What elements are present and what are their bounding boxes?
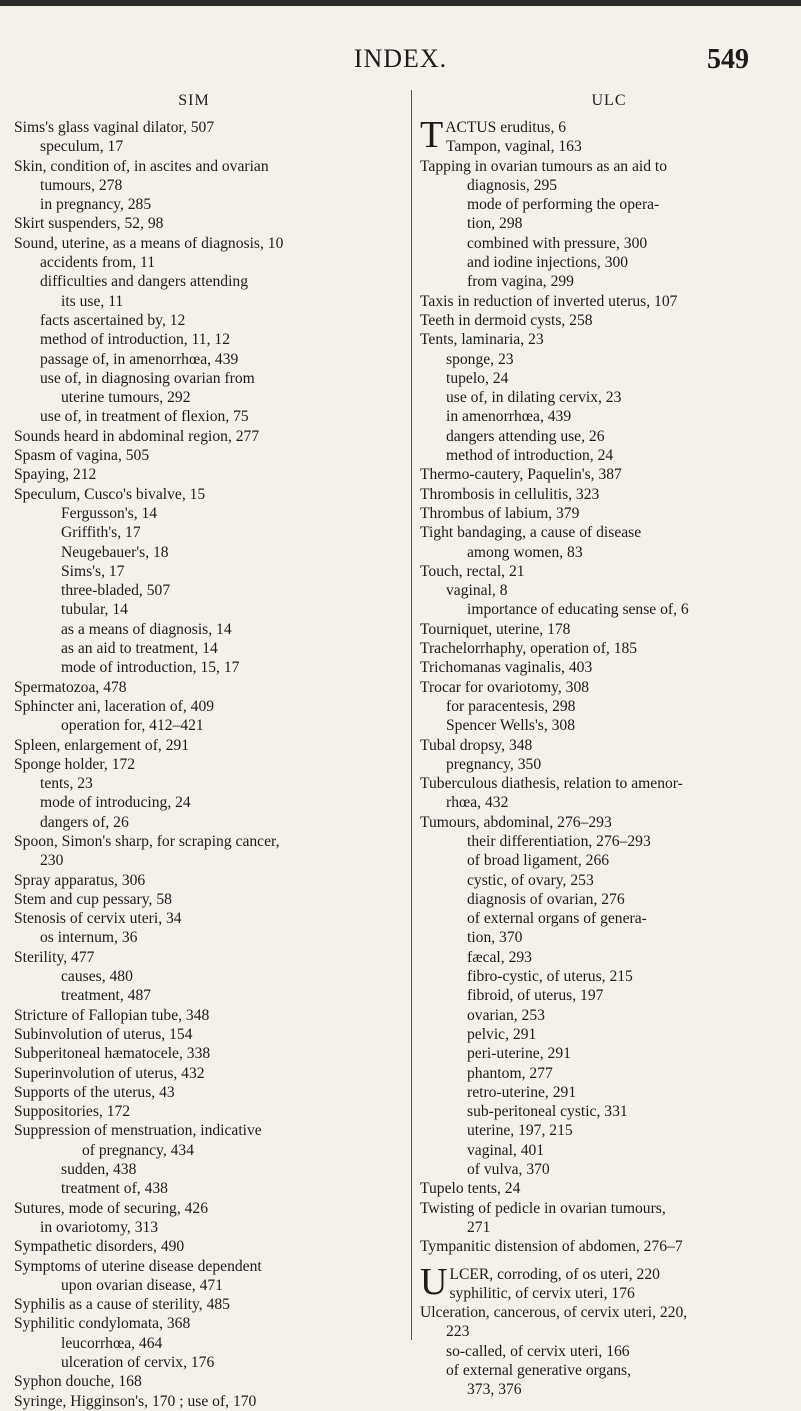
index-entry — [420, 716, 798, 735]
index-entry — [14, 562, 374, 581]
index-entry-text: Syphilitic condylomata, 368 — [14, 1315, 191, 1333]
index-entry-text: tion, 370 — [467, 929, 523, 947]
index-entry — [420, 1179, 798, 1198]
index-entry-text: sponge, 23 — [446, 350, 514, 368]
index-entry — [420, 1380, 798, 1399]
index-entry — [420, 1257, 798, 1265]
index-entry-text: 230 — [40, 852, 64, 870]
index-entry — [420, 562, 798, 581]
index-entry-text: tion, 298 — [467, 215, 523, 233]
index-entry-text: Stenosis of cervix uteri, 34 — [14, 910, 182, 928]
index-entry-text: Sponge holder, 172 — [14, 755, 136, 773]
index-entry — [14, 1064, 374, 1083]
index-entry — [420, 1121, 798, 1140]
index-entry — [14, 195, 374, 214]
index-entry — [420, 195, 798, 214]
index-entry-text: for paracentesis, 298 — [446, 697, 576, 715]
index-entry-text: Tourniquet, uterine, 178 — [420, 620, 571, 638]
index-entry-text: syphilitic, of cervix uteri, 176 — [449, 1284, 635, 1302]
index-entry-text: so-called, of cervix uteri, 166 — [446, 1342, 630, 1360]
index-entry — [14, 272, 374, 291]
index-entry-text: Thrombus of labium, 379 — [420, 504, 580, 522]
index-entry-text: Tuberculous diathesis, relation to amenor- — [420, 775, 683, 793]
index-entry — [420, 292, 798, 311]
index-entry-text: Subperitoneal hæmatocele, 338 — [14, 1045, 211, 1063]
index-entry — [420, 948, 798, 967]
index-entry — [420, 137, 798, 156]
right-index-entries — [420, 114, 798, 1400]
index-entry — [14, 350, 374, 369]
index-entry-text: of external generative organs, — [446, 1362, 632, 1379]
index-entry — [420, 909, 798, 928]
index-entry-text: tubular, 14 — [61, 601, 128, 619]
index-entry — [420, 311, 798, 330]
index-entry-text: Tapping in ovarian tumours as an aid to — [420, 157, 668, 175]
index-entry — [14, 407, 374, 426]
index-entry-text: Symptoms of uterine disease dependent — [14, 1257, 262, 1275]
top-rule — [0, 0, 801, 6]
index-entry — [14, 620, 374, 639]
index-entry-text: ovarian, 253 — [467, 1006, 545, 1024]
index-entry — [14, 1121, 374, 1140]
index-entry-text: combined with pressure, 300 — [467, 234, 648, 252]
index-entry-text: three-bladed, 507 — [61, 582, 171, 600]
index-entry-text: Spleen, enlargement of, 291 — [14, 736, 190, 754]
index-entry-text: vaginal, 8 — [446, 582, 508, 600]
drop-cap-letter: T — [420, 114, 444, 156]
index-entry-text: Spoon, Simon's sharp, for scraping cancer, — [14, 832, 280, 850]
index-entry — [420, 234, 798, 253]
index-entry-text: tumours, 278 — [40, 176, 123, 194]
index-entry-text: fibroid, of uterus, 197 — [467, 987, 604, 1005]
index-entry — [14, 1199, 374, 1218]
index-entry-text: of pregnancy, 434 — [82, 1141, 195, 1159]
index-entry-text: retro-uterine, 291 — [467, 1083, 577, 1101]
index-entry — [14, 1276, 374, 1295]
index-entry-text: uterine, 197, 215 — [467, 1122, 573, 1140]
index-entry-text: Tight bandaging, a cause of disease — [420, 524, 642, 542]
index-entry — [14, 1006, 374, 1025]
index-entry — [14, 928, 374, 947]
index-entry-text: fæcal, 293 — [467, 948, 532, 966]
index-entry — [420, 157, 798, 176]
index-entry-text: Taxis in reduction of inverted uterus, 107 — [420, 292, 678, 310]
index-entry — [420, 1284, 798, 1303]
index-entry-text: mode of introducing, 24 — [40, 794, 191, 812]
index-entry-text: Supports of the uterus, 43 — [14, 1083, 175, 1101]
index-entry — [14, 678, 374, 697]
index-entry — [14, 639, 374, 658]
index-entry — [420, 465, 798, 484]
index-entry-text: Speculum, Cusco's bivalve, 15 — [14, 485, 206, 503]
index-entry — [420, 1102, 798, 1121]
index-entry-text: ulceration of cervix, 176 — [61, 1354, 215, 1371]
index-entry — [420, 1064, 798, 1083]
index-entry — [420, 813, 798, 832]
index-entry-text: from vagina, 299 — [467, 273, 574, 291]
index-entry — [14, 1083, 374, 1102]
index-entry — [14, 485, 374, 504]
index-entry — [420, 330, 798, 349]
index-entry-text: tents, 23 — [40, 775, 93, 793]
column-divider — [411, 90, 412, 1340]
index-entry-text: LCER, corroding, of os uteri, 220 — [449, 1265, 660, 1283]
index-entry — [14, 1353, 374, 1372]
index-entry-text: cystic, of ovary, 253 — [467, 871, 594, 889]
left-index-entries — [14, 118, 374, 1411]
index-entry — [14, 600, 374, 619]
index-entry — [420, 272, 798, 291]
index-entry — [420, 774, 798, 793]
index-entry — [14, 1102, 374, 1121]
index-entry-text: Sphincter ani, laceration of, 409 — [14, 697, 215, 715]
index-entry-text: uterine tumours, 292 — [61, 389, 191, 407]
index-entry — [420, 890, 798, 909]
right-guide-word: ULC — [591, 92, 627, 109]
index-entry-text: Suppositories, 172 — [14, 1103, 131, 1121]
index-entry-text: mode of introduction, 15, 17 — [61, 659, 240, 677]
index-entry — [420, 600, 798, 619]
index-entry-text: Syphilis as a cause of sterility, 485 — [14, 1296, 230, 1314]
index-entry-text: vaginal, 401 — [467, 1141, 545, 1159]
index-entry — [420, 407, 798, 426]
index-entry — [14, 234, 374, 253]
index-entry-text: 223 — [446, 1323, 470, 1341]
index-entry — [14, 523, 374, 542]
index-entry-text: peri-uterine, 291 — [467, 1045, 571, 1063]
index-entry — [420, 1322, 798, 1341]
index-entry-text: causes, 480 — [61, 968, 133, 986]
index-entry-text: Sympathetic disorders, 490 — [14, 1238, 185, 1256]
index-entry — [420, 523, 798, 542]
index-entry — [14, 504, 374, 523]
index-entry-text: sub-peritoneal cystic, 331 — [467, 1103, 628, 1121]
index-entry — [420, 639, 798, 658]
index-entry-text: Stricture of Fallopian tube, 348 — [14, 1006, 210, 1024]
index-entry-text: Skin, condition of, in ascites and ovarian — [14, 157, 269, 175]
index-entry-text: Suppression of menstruation, indicative — [14, 1122, 262, 1140]
index-entry-text: as an aid to treatment, 14 — [61, 640, 218, 658]
index-entry — [14, 157, 374, 176]
index-entry-text: mode of performing the opera- — [467, 196, 660, 214]
index-entry-text: Trocar for ovariotomy, 308 — [420, 678, 590, 696]
index-entry — [420, 1342, 798, 1361]
index-entry-text: of external organs of genera- — [467, 910, 647, 928]
index-entry — [420, 755, 798, 774]
index-entry — [14, 697, 374, 716]
index-entry — [14, 543, 374, 562]
index-entry — [14, 176, 374, 195]
index-entry — [420, 214, 798, 233]
index-entry-text: Tumours, abdominal, 276–293 — [420, 813, 612, 831]
index-entry — [14, 1392, 374, 1411]
index-entry — [14, 253, 374, 272]
index-entry-text: their differentiation, 276–293 — [467, 832, 651, 850]
index-entry-text: in amenorrhœa, 439 — [446, 408, 572, 426]
index-entry-text: ACTUS eruditus, 6 — [445, 119, 567, 136]
index-entry-text: Tampon, vaginal, 163 — [446, 138, 582, 156]
index-entry-text: and iodine injections, 300 — [467, 254, 629, 272]
index-entry-text: diagnosis, 295 — [467, 176, 558, 194]
index-entry-text: Trichomanas vaginalis, 403 — [420, 659, 593, 677]
index-entry-text: Tents, laminaria, 23 — [420, 331, 544, 349]
index-entry — [14, 1141, 374, 1160]
index-entry — [14, 465, 374, 484]
index-entry-text: Sutures, mode of securing, 426 — [14, 1199, 209, 1217]
index-entry-text: Tupelo tents, 24 — [420, 1180, 521, 1198]
index-entry — [14, 1218, 374, 1237]
index-entry — [14, 658, 374, 677]
index-entry-text: Griffith's, 17 — [61, 524, 141, 542]
index-entry — [14, 1334, 374, 1353]
index-entry — [420, 1083, 798, 1102]
index-entry-text: operation for, 412–421 — [61, 717, 204, 735]
index-entry — [14, 330, 374, 349]
index-entry-text: Spray apparatus, 306 — [14, 871, 146, 889]
index-entry — [14, 1314, 374, 1333]
index-entry — [420, 658, 798, 677]
index-entry — [420, 967, 798, 986]
index-entry-text: importance of educating sense of, 6 — [467, 601, 689, 619]
index-entry-text: Sims's glass vaginal dilator, 507 — [14, 119, 215, 136]
left-column — [14, 90, 374, 1411]
index-entry — [14, 948, 374, 967]
index-entry-text: phantom, 277 — [467, 1064, 553, 1082]
index-entry — [420, 736, 798, 755]
index-entry — [14, 118, 374, 137]
left-guide-word: SIM — [178, 92, 210, 109]
index-entry — [420, 620, 798, 639]
index-entry — [420, 176, 798, 195]
index-entry — [420, 1303, 798, 1322]
index-entry — [420, 928, 798, 947]
index-entry-text: Stem and cup pessary, 58 — [14, 890, 172, 908]
index-entry — [420, 253, 798, 272]
index-entry-text: pregnancy, 350 — [446, 755, 542, 773]
index-entry-text: rhœa, 432 — [446, 794, 509, 812]
index-entry-text: Spaying, 212 — [14, 466, 97, 484]
index-entry-text: Skirt suspenders, 52, 98 — [14, 215, 164, 233]
index-entry — [14, 774, 374, 793]
index-entry — [420, 1025, 798, 1044]
index-entry-text: Neugebauer's, 18 — [61, 543, 169, 561]
index-entry-text: leucorrhœa, 464 — [61, 1334, 163, 1352]
index-entry — [14, 311, 374, 330]
index-entry-text: in ovariotomy, 313 — [40, 1218, 159, 1236]
index-entry — [14, 890, 374, 909]
index-entry-text: treatment of, 438 — [61, 1180, 168, 1198]
index-entry-text: of vulva, 370 — [467, 1161, 550, 1179]
index-entry-text: Touch, rectal, 21 — [420, 562, 525, 580]
index-entry — [420, 350, 798, 369]
index-entry — [14, 813, 374, 832]
index-entry — [14, 137, 374, 156]
index-entry-text: its use, 11 — [61, 292, 124, 310]
index-entry-text: Trachelorrhaphy, operation of, 185 — [420, 640, 638, 658]
index-entry-text: use of, in dilating cervix, 23 — [446, 389, 622, 407]
index-entry-text: Tubal dropsy, 348 — [420, 736, 533, 754]
index-entry — [14, 1372, 374, 1391]
index-entry-text: Ulceration, cancerous, of cervix uteri, 220, — [420, 1304, 688, 1322]
index-entry-text: Thermo-cautery, Paquelin's, 387 — [420, 466, 622, 484]
index-entry — [420, 485, 798, 504]
index-entry — [14, 832, 374, 851]
index-entry — [420, 793, 798, 812]
index-entry — [14, 1295, 374, 1314]
index-entry — [14, 214, 374, 233]
index-entry — [14, 986, 374, 1005]
index-entry-text: Thrombosis in cellulitis, 323 — [420, 485, 600, 503]
index-entry — [14, 755, 374, 774]
index-entry — [420, 1006, 798, 1025]
index-entry-text: treatment, 487 — [61, 987, 152, 1005]
index-entry — [420, 1237, 798, 1256]
index-entry — [420, 871, 798, 890]
index-entry-text: dangers attending use, 26 — [446, 427, 605, 445]
index-entry — [14, 1160, 374, 1179]
index-entry — [14, 871, 374, 890]
index-entry-text: Teeth in dermoid cysts, 258 — [420, 311, 593, 329]
index-entry-text: Twisting of pedicle in ovarian tumours, — [420, 1199, 666, 1217]
index-entry-text: Spasm of vagina, 505 — [14, 447, 150, 465]
index-entry — [14, 1025, 374, 1044]
index-entry-text: method of introduction, 24 — [446, 447, 614, 465]
index-entry-text: of broad ligament, 266 — [467, 852, 610, 870]
index-entry-text: Syringe, Higginson's, 170 ; use of, 170 — [14, 1392, 257, 1410]
index-entry — [14, 369, 374, 388]
index-entry — [420, 427, 798, 446]
index-entry — [420, 1044, 798, 1063]
index-entry-text: fibro-cystic, of uterus, 215 — [467, 968, 633, 986]
index-entry — [14, 736, 374, 755]
index-entry-text: Sound, uterine, as a means of diagnosis, 10 — [14, 234, 284, 252]
index-entry-text: difficulties and dangers attending — [40, 273, 249, 291]
index-entry-text: Sterility, 477 — [14, 948, 95, 966]
index-entry — [14, 1257, 374, 1276]
drop-cap-letter: U — [420, 1260, 448, 1303]
index-entry — [420, 446, 798, 465]
index-entry — [420, 581, 798, 600]
index-entry — [420, 697, 798, 716]
index-entry-text: as a means of diagnosis, 14 — [61, 620, 232, 638]
index-entry-text: facts ascertained by, 12 — [40, 311, 186, 329]
index-entry-text: speculum, 17 — [40, 138, 124, 156]
index-entry — [420, 369, 798, 388]
index-entry-text: method of introduction, 11, 12 — [40, 331, 230, 349]
index-entry — [420, 1199, 798, 1218]
index-entry-text: upon ovarian disease, 471 — [61, 1276, 223, 1294]
index-entry — [14, 909, 374, 928]
index-entry-text: Spencer Wells's, 308 — [446, 717, 576, 735]
index-entry-text: use of, in diagnosing ovarian from — [40, 369, 255, 387]
index-entry-text: tupelo, 24 — [446, 369, 509, 387]
index-entry — [14, 716, 374, 735]
index-entry-text: Subinvolution of uterus, 154 — [14, 1025, 193, 1043]
index-entry — [14, 427, 374, 446]
index-entry-text: Sims's, 17 — [61, 562, 125, 580]
index-entry — [420, 543, 798, 562]
index-entry — [420, 832, 798, 851]
running-title: INDEX. — [353, 44, 448, 73]
index-entry-text: pelvic, 291 — [467, 1025, 537, 1043]
index-entry — [420, 1361, 798, 1380]
index-entry — [420, 1160, 798, 1179]
index-entry-text: among women, 83 — [467, 543, 583, 561]
index-entry-text: dangers of, 26 — [40, 813, 129, 831]
index-entry-text: 271 — [467, 1218, 491, 1236]
index-entry-text: Tympanitic distension of abdomen, 276–7 — [420, 1238, 683, 1256]
index-entry — [14, 793, 374, 812]
index-entry-text: os internum, 36 — [40, 929, 138, 947]
index-entry-text: accidents from, 11 — [40, 254, 156, 272]
index-entry-text: Spermatozoa, 478 — [14, 678, 127, 696]
index-entry-text: diagnosis of ovarian, 276 — [467, 890, 625, 908]
index-entry-text: in pregnancy, 285 — [40, 196, 152, 214]
index-entry-text: passage of, in amenorrhœa, 439 — [40, 350, 239, 368]
index-entry — [14, 446, 374, 465]
index-entry — [14, 967, 374, 986]
index-entry — [420, 1218, 798, 1237]
index-entry-text: Superinvolution of uterus, 432 — [14, 1064, 205, 1082]
index-entry — [14, 292, 374, 311]
index-entry — [420, 851, 798, 870]
page-header — [0, 44, 801, 84]
index-entry — [14, 388, 374, 407]
index-entry — [420, 504, 798, 523]
right-column — [420, 90, 798, 1400]
index-entry-text: Syphon douche, 168 — [14, 1373, 142, 1391]
index-entry — [14, 851, 374, 870]
index-entry — [14, 1044, 374, 1063]
index-entry-text: sudden, 438 — [61, 1161, 137, 1179]
index-entry — [420, 678, 798, 697]
index-entry — [14, 1237, 374, 1256]
index-entry — [14, 1179, 374, 1198]
index-entry-text: 373, 376 — [467, 1381, 522, 1399]
index-entry-text: Fergusson's, 14 — [61, 504, 158, 522]
index-entry — [420, 1141, 798, 1160]
index-entry — [420, 986, 798, 1005]
index-entry — [14, 581, 374, 600]
page-number: 549 — [707, 44, 749, 75]
index-entry-text: use of, in treatment of flexion, 75 — [40, 408, 249, 426]
index-entry-text: Sounds heard in abdominal region, 277 — [14, 427, 260, 445]
index-entry — [420, 388, 798, 407]
